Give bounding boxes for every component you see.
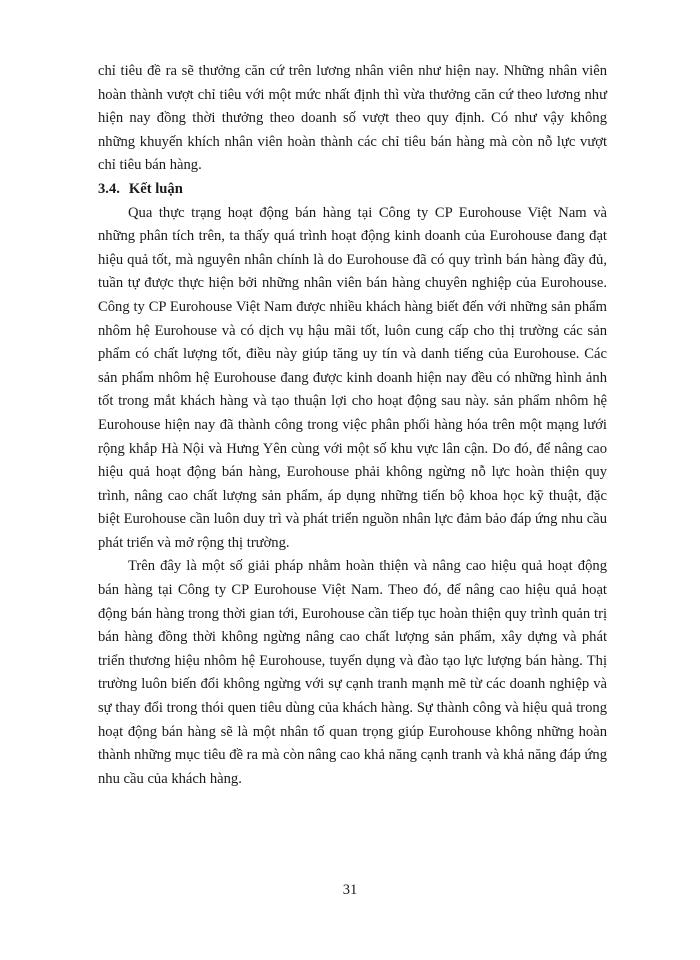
document-body — [98, 60, 607, 791]
section-title: Kết luận — [128, 180, 183, 197]
page-number: 31 — [342, 882, 358, 898]
body-paragraph-2: Trên đây là một số giải pháp nhằm hoàn thiện và nâng cao hiệu quả hoạt động bán hàng tại Công ty CP Eurohouse Việt Nam. Theo đó, để nâng cao hiệu quả hoạt động bán hàng trong thời gian tới, Eurohouse cần tiếp tục hoàn thiện quy trình quản trị bán hàng đồng thời không ngừng nâng cao chất lượng sản phẩm, xây dựng và phát triển thương hiệu nhôm hệ Eurohouse, tuyển dụng và đào tạo lực lượng bán hàng. Thị trường luôn biến đổi không ngừng với sự cạnh tranh mạnh mẽ từ các doanh nghiệp và sự thay đổi trong thói quen tiêu dùng của khách hàng. Sự thành công và hiệu quả trong hoạt động bán hàng sẽ là một nhân tố quan trọng giúp Eurohouse không những hoàn thành những mục tiêu đề ra mà còn nâng cao khả năng cạnh tranh và khả năng đáp ứng nhu cầu của khách hàng. — [98, 558, 607, 787]
section-number: 3.4. — [98, 180, 120, 197]
continuation-paragraph: chỉ tiêu đề ra sẽ thưởng căn cứ trên lương nhân viên như hiện nay. Những nhân viên hoàn thành vượt chỉ tiêu với một mức nhất định thì vừa thưởng căn cứ theo lương như hiện nay đồng thời thưởng theo doanh số vượt theo quy định. Có như vậy không những khuyến khích nhân viên hoàn thành các chỉ tiêu bán hàng mà còn nỗ lực vượt chỉ tiêu bán hàng. — [98, 63, 607, 174]
body-paragraph-1: Qua thực trạng hoạt động bán hàng tại Công ty CP Eurohouse Việt Nam và những phân tích trên, ta thấy quá trình hoạt động kinh doanh của Eurohouse đang đạt hiệu quả tốt, mà nguyên nhân chính là do Eurohouse đã có quy trình bán hàng đầy đủ, tuần tự được thực hiện bởi những nhân viên bán hàng chuyên nghiệp của Eurohouse. Công ty CP Eurohouse Việt Nam được nhiều khách hàng biết đến với những sản phẩm nhôm hệ Eurohouse và có dịch vụ hậu mãi tốt, luôn cung cấp cho thị trường các sản phẩm có chất lượng tốt, điều này giúp tăng uy tín và danh tiếng của Eurohouse. Các sản phẩm nhôm hệ Eurohouse đang được kinh doanh hiện nay đều có những hình ảnh tốt trong mắt khách hàng và tạo thuận lợi cho hoạt động sau này. sản phẩm nhôm hệ Eurohouse hiện nay đã thành công trong việc phân phối hàng hóa trên một mạng lưới rộng khắp Hà Nội và Hưng Yên cùng với một số khu vực lân cận. Do đó, để nâng cao hiệu quả hoạt động bán hàng, Eurohouse phải không ngừng nỗ lực hoàn thiện quy trình, nâng cao chất lượng sản phẩm, áp dụng những tiến bộ khoa học kỹ thuật, đặc biệt Eurohouse cần luôn duy trì và phát triển nguồn nhân lực đảm bảo đáp ứng nhu cầu phát triển và mở rộng thị trường. — [98, 204, 607, 551]
section-heading — [98, 178, 607, 202]
